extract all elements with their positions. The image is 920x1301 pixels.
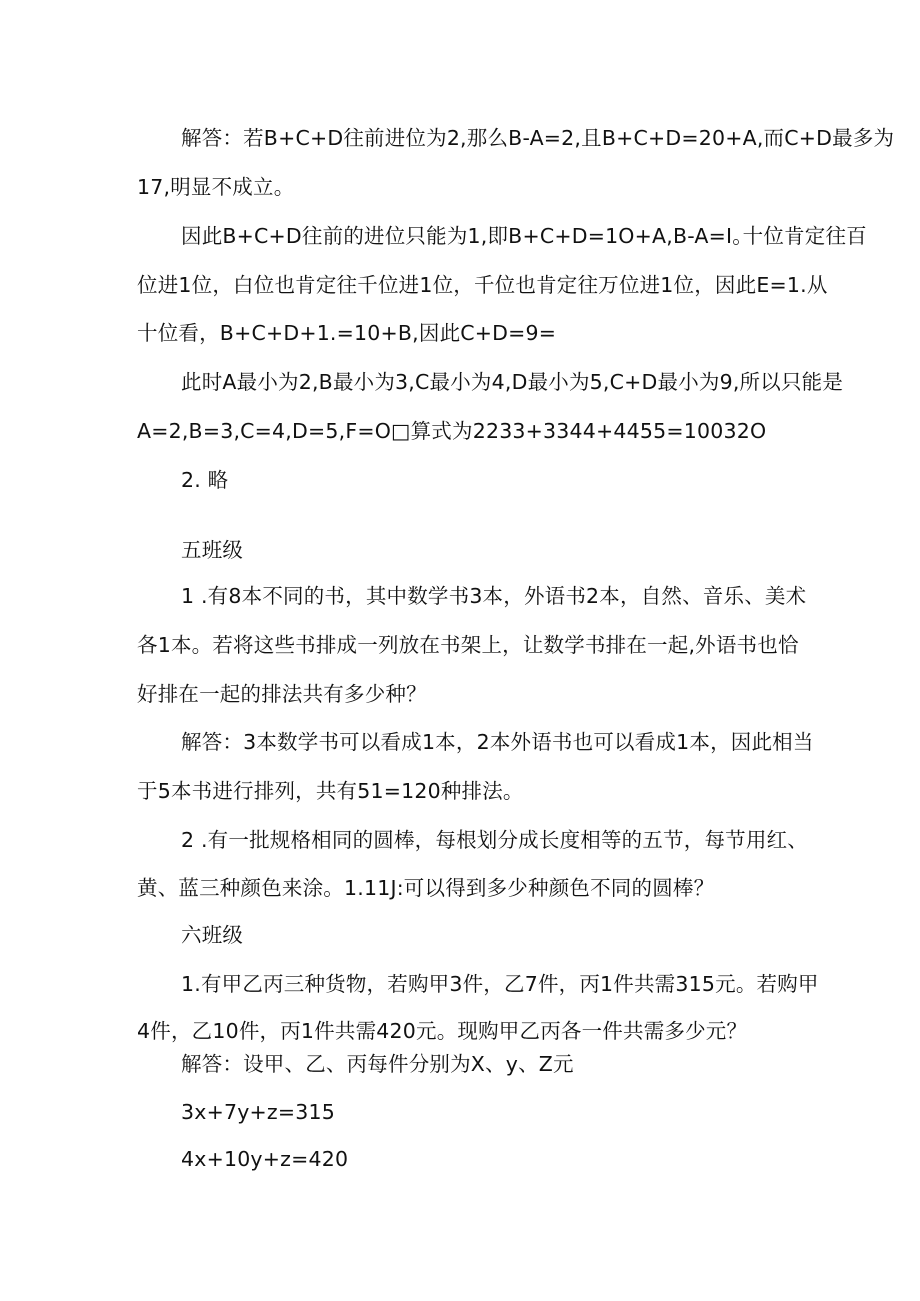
- section-heading: 五班级: [181, 538, 244, 562]
- question-line: 4件，乙10件，丙1件共需420元。现购甲乙丙各一件共需多少元？: [137, 1019, 748, 1043]
- paragraph-line: 因此B+C+D往前的进位只能为1,即B+C+D=1O+A,B-A=I｡十位肯定往百: [181, 224, 867, 248]
- paragraph-line: A=2,B=3,C=4,D=5,F=O□算式为2233+3344+4455=10032O: [137, 419, 767, 443]
- question-line: 1.有甲乙丙三种货物，若购甲3件，乙7件，丙1件共需315元。若购甲: [181, 972, 819, 996]
- equation-line: 3x+7y+z=315: [181, 1100, 335, 1124]
- question-line: 好排在一起的排法共有多少种？: [137, 682, 427, 706]
- question-line: 2 .有一批规格相同的圆棒，每根划分成长度相等的五节，每节用红、: [181, 828, 808, 852]
- paragraph-line: 十位看，B+C+D+1.=10+B,因此C+D=9=: [137, 321, 557, 345]
- equation-line: 4x+10y+z=420: [181, 1147, 349, 1171]
- paragraph-line: 解答：若B+C+D往前进位为2,那么B-A=2,且B+C+D=20+A,而C+D最多为: [181, 126, 895, 150]
- question-line: 黄、蓝三种颜色来涂。1.11J:可以得到多少种颜色不同的圆棒？: [137, 876, 715, 900]
- paragraph-line: 此时A最小为2,B最小为3,C最小为4,D最小为5,C+D最小为9,所以只能是: [181, 370, 844, 394]
- list-item: 2. 略: [181, 468, 229, 492]
- answer-line: 解答：3本数学书可以看成1本，2本外语书也可以看成1本，因此相当: [181, 730, 814, 754]
- section-heading: 六班级: [181, 923, 244, 947]
- answer-line: 解答：设甲、乙、丙每件分别为X、y、Z元: [181, 1052, 574, 1076]
- question-line: 各1本。若将这些书排成一列放在书架上，让数学书排在一起,外语书也恰: [137, 633, 799, 657]
- paragraph-line: 17,明显不成立。: [137, 175, 295, 199]
- paragraph-line: 位进1位，白位也肯定往千位进1位，千位也肯定往万位进1位，因此E=1.从: [137, 273, 828, 297]
- answer-line: 于5本书进行排列，共有51=120种排法。: [137, 779, 524, 803]
- question-line: 1 .有8本不同的书，其中数学书3本，外语书2本，自然、音乐、美术: [181, 584, 807, 608]
